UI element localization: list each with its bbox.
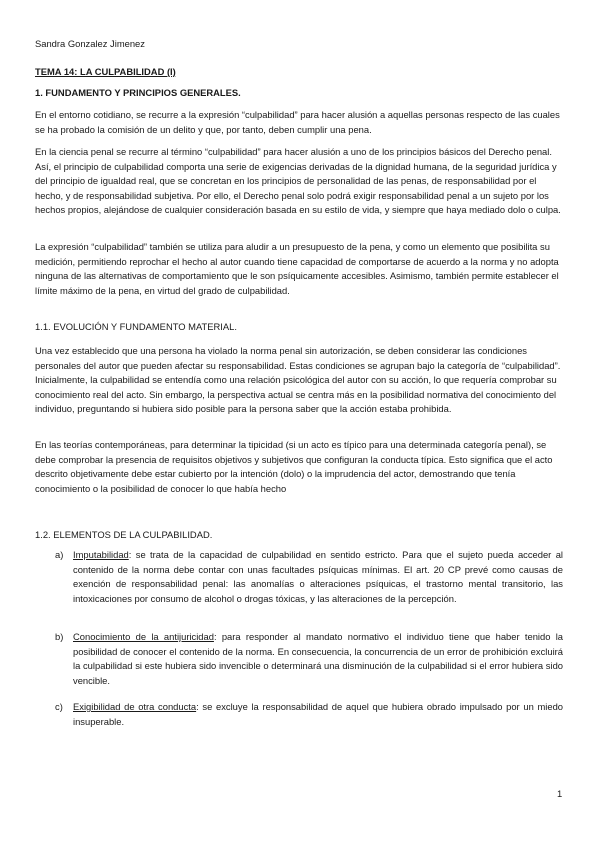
document-title: TEMA 14: LA CULPABILIDAD (I) (35, 66, 176, 77)
list-item-marker: a) (55, 549, 64, 560)
list-item-term: Imputabilidad (73, 549, 129, 560)
list-item-body: : se excluye la responsabilidad de aquel que hubiera obrado impulsado por un miedo insuperable. (73, 701, 564, 727)
section-heading-1: 1. FUNDAMENTO Y PRINCIPIOS GENERALES. (35, 87, 241, 98)
list-item-marker: b) (55, 631, 64, 642)
paragraph: En las teorías contemporáneas, para determinar la tipicidad (si un acto es típico para una determinada categoría penal), se debe comprobar la presencia de requisitos objetivos y subjetivos que configuran la conducta típica. Esto significa que el acto descrito objetivamente debe estar cubierto por la intención (dolo) o la imprudencia del actor, demostrando que tenía conocimiento o la posibilidad de conocer lo que había hecho (35, 439, 553, 494)
list-item-text (73, 548, 563, 606)
paragraph: Una vez establecido que una persona ha violado la norma penal sin autorización, se deben considerar las condiciones personales del autor que pueden afectar su responsabilidad. Estas condiciones se agrupan bajo la categoría de “culpabilidad”. Inicialmente, la culpabilidad se entendía como una relación psicológica del autor con su acción, lo que requería comprobar su conocimiento real del acto. Sin embargo, la perspectiva actual se centra más en la posibilidad normativa del conocimiento del individuo, preguntando si hubiera sido posible para la persona saber que la acción estaba prohibida. (35, 345, 561, 415)
section-heading-1-1: 1.1. EVOLUCIÓN Y FUNDAMENTO MATERIAL. (35, 321, 237, 332)
list-item-term: Exigibilidad de otra conducta (73, 701, 197, 712)
section-heading-1-2: 1.2. ELEMENTOS DE LA CULPABILIDAD. (35, 529, 213, 540)
paragraph: En el entorno cotidiano, se recurre a la expresión “culpabilidad” para hacer alusión a aquellas personas respecto de las cuales se ha probado la comisión de un delito y que, por tanto, deben cumplir una pena. (35, 109, 560, 135)
list-item-text (73, 700, 563, 729)
list-item-body: : se trata de la capacidad de culpabilidad en sentido estricto. Para que el sujeto pueda acceder al contenido de la norma debe contar con unas facultades psíquicas mínimas. El art. 20 CP prevé como causas de exención de responsabilidad penal: las anomalías o alteraciones psíquicas, el trastorno mental transitorio, las intoxicaciones por consumo de alcohol o drogas tóxicas, y las alteraciones de la percepción. (73, 549, 563, 604)
page-number: 1 (557, 788, 563, 799)
list-item-body: : para responder al mandato normativo el individuo tiene que haber tenido la posibilidad de conocer el contenido de la norma. En consecuencia, la concurrencia de un error de prohibición excluirá la culpabilidad si este hubiera sido invencible o determinará una disminución de la culpabilidad si el error hubiera sido vencible. (73, 631, 563, 686)
list-item-marker: c) (55, 701, 63, 712)
list-item-term: Conocimiento de la antijuricidad (73, 631, 214, 642)
list-item-text (73, 630, 563, 688)
paragraph: La expresión “culpabilidad” también se utiliza para aludir a un presupuesto de la pena, y como un elemento que posibilita su medición, permitiendo reprochar el hecho al autor cuando tiene capacidad de comportarse de acuerdo a la norma y no adopta ninguna de las alternativas de comportamiento que le son psíquicamente accesibles. Asimismo, también permite establecer el límite máximo de la pena, en virtud del grado de culpabilidad. (35, 241, 559, 296)
paragraph: En la ciencia penal se recurre al término “culpabilidad” para hacer alusión a uno de los principios básicos del Derecho penal. Así, el principio de culpabilidad comporta una serie de exigencias derivadas de la dignidad humana, de la seguridad jurídica y del principio de igualdad real, que se concretan en los principios de personalidad de las penas, de responsabilidad por el hecho, y de responsabilidad subjetiva. Por ello, el Derecho penal solo podrá exigir responsabilidad penal a un sujeto por los hechos propios, alejándose de cualquier consideración basada en su estilo de vida, y siempre que haya mediado dolo o culpa. (35, 146, 561, 216)
author-name: Sandra Gonzalez Jimenez (35, 38, 145, 49)
